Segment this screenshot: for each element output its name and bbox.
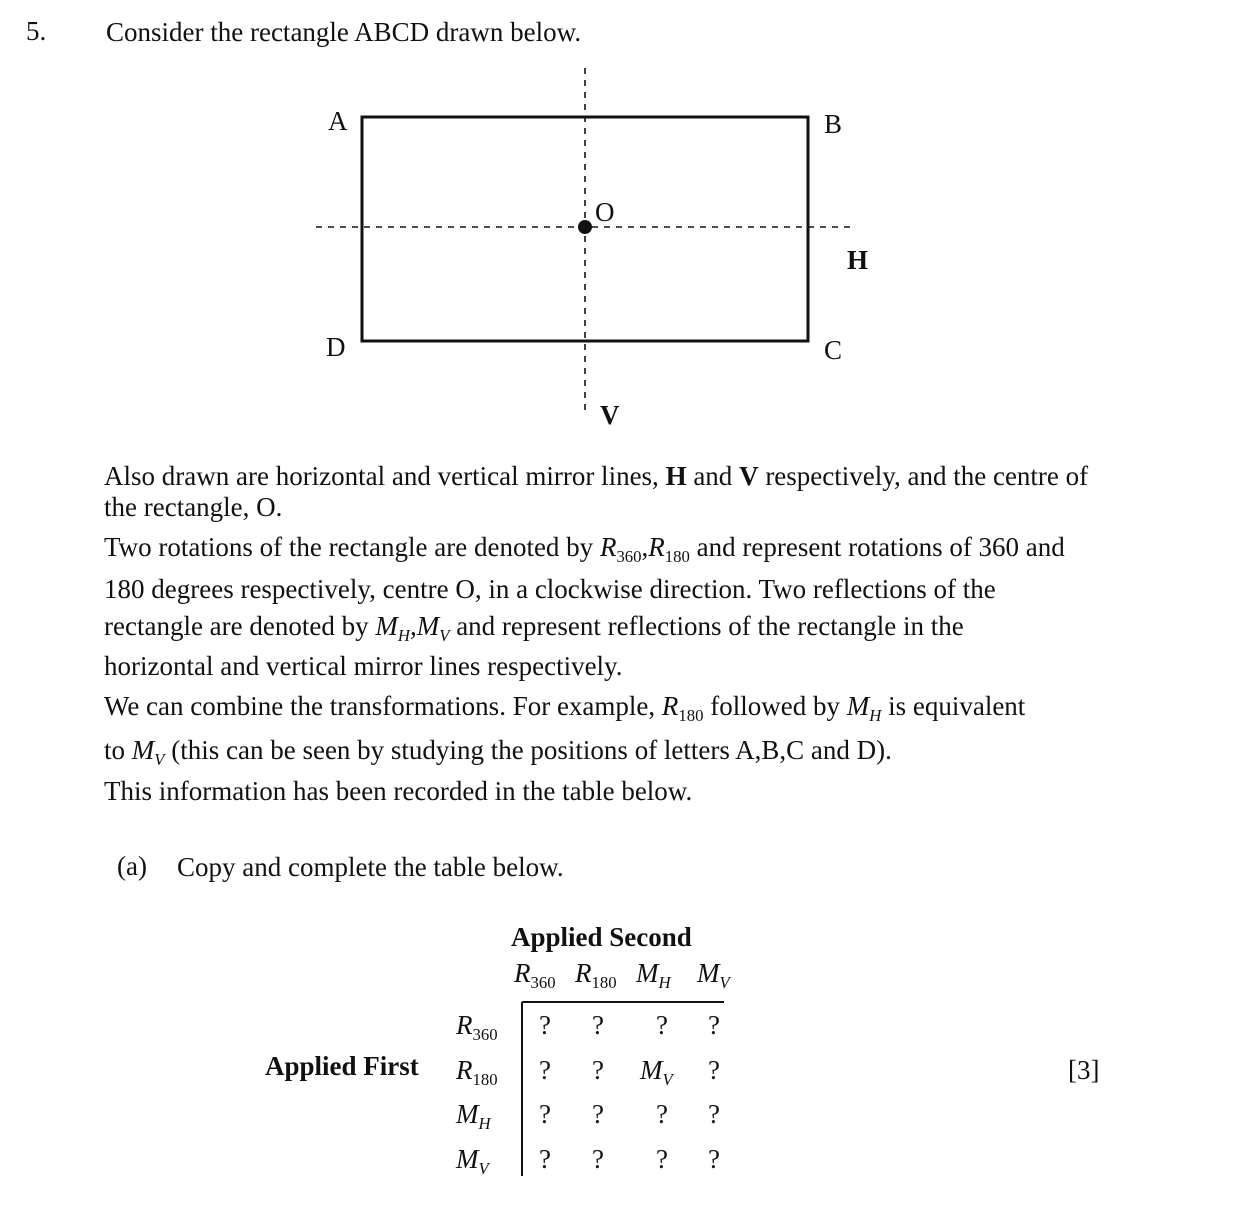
vertex-label-a: A <box>328 106 348 136</box>
table-cell: ? <box>592 1010 604 1040</box>
vertex-label-c: C <box>824 335 843 365</box>
table-cell: ? <box>592 1144 604 1174</box>
table-cell: ? <box>656 1099 668 1129</box>
table-cell: ? <box>592 1055 604 1085</box>
body-line-1: Also drawn are horizontal and vertical mirror lines, H and V respectively, and the centre of <box>104 461 1089 491</box>
table-cell: ? <box>656 1010 668 1040</box>
table-cell-mv: $M_V$ <box>640 1055 673 1089</box>
col-header-mh: $M_H$ <box>636 958 671 992</box>
row-header-applied-first: Applied First <box>265 1051 419 1081</box>
table-cell: ? <box>708 1055 720 1085</box>
col-header-r180: $R_{180}$ <box>575 958 617 992</box>
table-cell: ? <box>656 1144 668 1174</box>
col-header-applied-second: Applied Second <box>511 922 692 952</box>
row-header-r360: $R_{360}$ <box>456 1010 498 1044</box>
vertex-label-b: B <box>824 109 843 139</box>
body-line-6: horizontal and vertical mirror lines respectively. <box>104 651 623 681</box>
part-a-label: (a) <box>117 851 147 881</box>
mirror-label-v: V <box>600 400 620 430</box>
body-line-5: rectangle are denoted by $M_H,M_V$ and represent reflections of the rectangle in the <box>104 611 964 645</box>
body-line-3: Two rotations of the rectangle are denoted by $R_{360},R_{180}$ and represent rotations of 360 and <box>104 532 1065 566</box>
question-intro: Consider the rectangle ABCD drawn below. <box>106 17 582 47</box>
part-a-text: Copy and complete the table below. <box>177 852 564 882</box>
table-cell: ? <box>708 1099 720 1129</box>
table-cell: ? <box>592 1099 604 1129</box>
table-cell: ? <box>708 1010 720 1040</box>
table-cell: ? <box>708 1144 720 1174</box>
col-header-r360: $R_{360}$ <box>514 958 556 992</box>
table-cell: ? <box>539 1055 551 1085</box>
marks: [3] <box>1068 1055 1100 1085</box>
row-header-mv: $M_V$ <box>456 1144 489 1178</box>
vertex-label-d: D <box>326 332 346 362</box>
body-line-4: 180 degrees respectively, centre O, in a clockwise direction. Two reflections of the <box>104 574 996 604</box>
row-header-r180: $R_{180}$ <box>456 1055 498 1089</box>
col-header-mv: $M_V$ <box>697 958 730 992</box>
mirror-label-h: H <box>847 245 869 275</box>
table-cell: ? <box>539 1010 551 1040</box>
centre-label-o: O <box>595 197 615 227</box>
body-line-2: the rectangle, O. <box>104 492 283 522</box>
body-line-9: This information has been recorded in the table below. <box>104 776 693 806</box>
question-number: 5. <box>26 16 47 46</box>
body-line-8: to $M_V$ (this can be seen by studying the positions of letters A,B,C and D). <box>104 735 892 769</box>
body-line-7: We can combine the transformations. For example, $R_{180}$ followed by $M_H$ is equivalent <box>104 691 1026 725</box>
table-cell: ? <box>539 1144 551 1174</box>
row-header-mh: $M_H$ <box>456 1099 491 1133</box>
table-cell: ? <box>539 1099 551 1129</box>
